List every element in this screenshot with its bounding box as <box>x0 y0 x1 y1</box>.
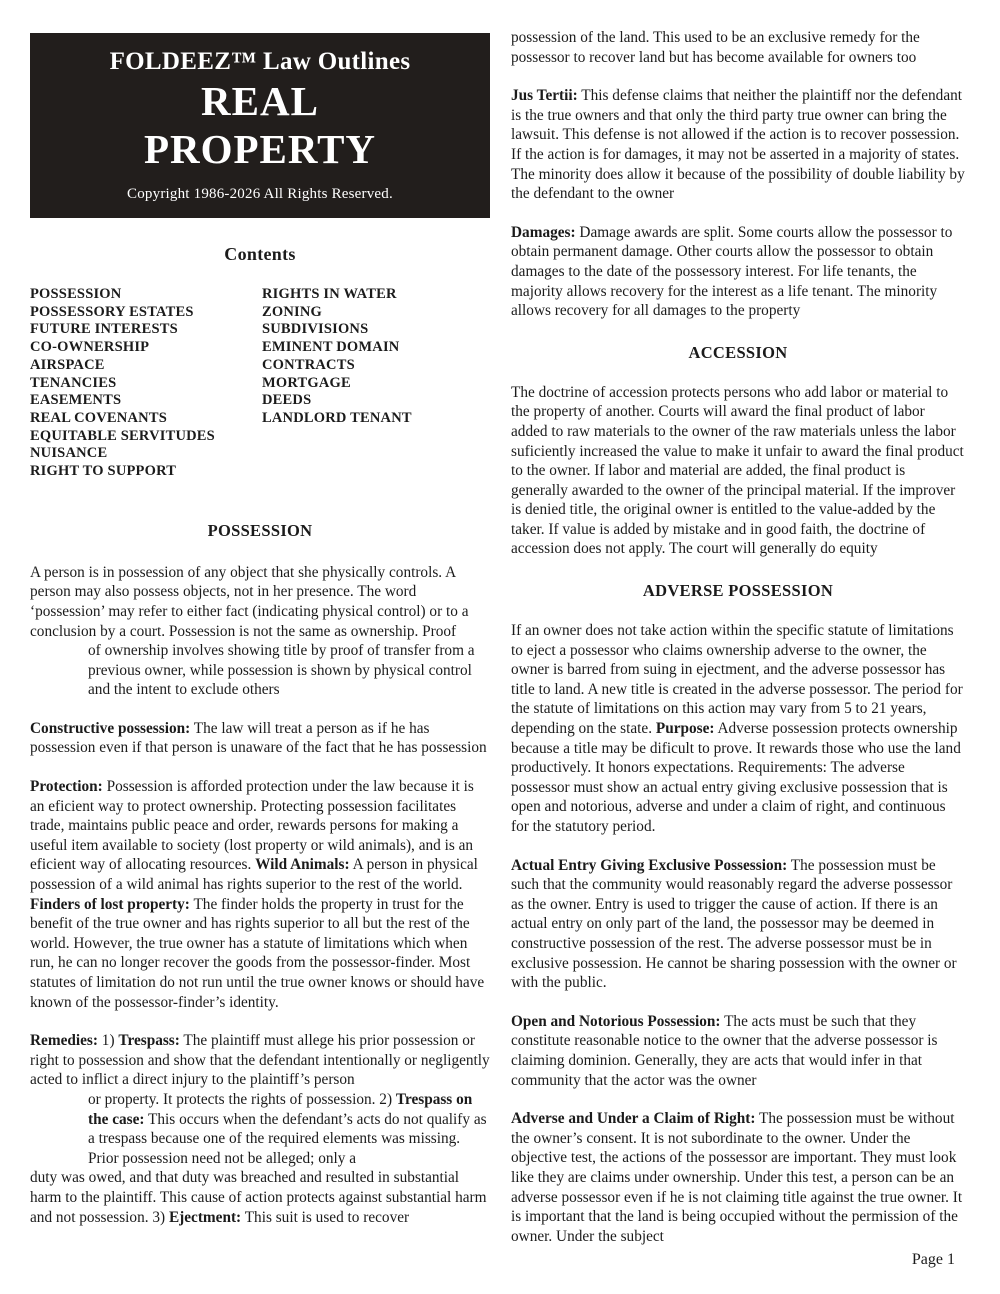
contents-item: RIGHTS IN WATER <box>262 286 397 302</box>
contents-item: EQUITABLE SERVITUDES <box>30 427 215 444</box>
contents-item: SUBDIVISIONS <box>262 321 369 338</box>
paragraph-segment: Damages: Damage awards are split. Some courts allow the possessor to obtain permanent damage. Other courts allow the possessor to obtain damages to the date of the possessory interest. For life tenants, the majority allows recovery for the interest as a life tenant. The minority allows recovery for all damages to the property <box>511 223 953 320</box>
paragraph-segment: Constructive possession: The law will treat a person as if he has possession even if that person is unaware of the fact that he has possession <box>30 719 487 757</box>
contents-item: CONTRACTS <box>262 356 355 373</box>
paragraph <box>511 1109 965 1246</box>
contents-item: REAL COVENANTS <box>30 409 167 426</box>
contents-heading: Contents <box>224 244 296 264</box>
paragraph-segment: If an owner does not take action within the specific statute of limitations to eject a possessor who claims ownership adverse to the owner, the owner is barred from suing in ejectment, and the adverse possessor has title to land. A new title is created in the adverse possessor. The period for the statute of limitations on this action may vary from 5 to 21 years, depending on the state. Purpose: Adverse possession protects ownership because a title may be dificult to prove. It rewards those who use the land productively. It honors expectations. Requirements: The adverse possessor must show an actual entry giving exclusive possession that is open and notorious, adverse and under a claim of right, and continuous for the statutory period. <box>511 622 963 835</box>
paragraph <box>30 777 490 1012</box>
contents-item: AIRSPACE <box>30 356 105 373</box>
paragraph <box>511 621 965 837</box>
paragraph <box>30 719 490 758</box>
contents-item: NUISANCE <box>30 445 108 462</box>
contents-item: MORTGAGE <box>262 374 351 391</box>
paragraph-segment-indented: of ownership involves showing title by proof of transfer from a previous owner, while possession is shown by physical control and the intent to exclude others <box>88 642 475 699</box>
paragraph-segment: Adverse and Under a Claim of Right: The possession must be without the owner’s consent. It is not subordinate to the owner. Under the objective test, the actions of the possessor are important. They must look like they are claims under ownership. Under this test, a person can be an adverse possessor even if he is not claiming title against the true owner. It is important that the land is being occupied without the permission of the owner. Under the subject <box>511 1110 963 1245</box>
title-banner <box>30 33 490 218</box>
paragraph-segment: Actual Entry Giving Exclusive Possession: The possession must be such that the community would reasonably regard the adverse possessor as the owner. Entry is used to trigger the cause of action. If there is an actual entry on only part of the land, the possessor may be deemed in constructive possession of the rest. The adverse possessor must be in exclusive possession. He cannot be sharing possession with the owner or with the public. <box>511 856 957 992</box>
doc-title-line1: REAL <box>201 78 319 124</box>
brand-title: FOLDEEZ™ Law Outlines <box>109 48 411 75</box>
right-column <box>511 27 965 1265</box>
paragraph-segment: The doctrine of accession protects persons who add labor or material to the property of another. Courts will award the final product of labor added to raw materials to the owner of the raw materials unless the labor suficiently increased the value to make it unfair to award the final product to the owner. If labor and material are added, the final product is generally awarded to the owner of the principal material. If the improver is denied title, the original owner is entitled to the value-added by the taker. If value is added by mistake and in good faith, the doctrine of accession does not apply. The court will generally do equity <box>511 383 964 558</box>
contents-column-2 <box>262 286 490 481</box>
contents-item: TENANCIES <box>30 374 117 391</box>
contents-item: EMINENT DOMAIN <box>262 339 400 356</box>
paragraph-segment: duty was owed, and that duty was breached and resulted in substantial harm to the plaintiff. This cause of action protects against substantial harm and not possession. 3) Ejectment: This suit is used to recover <box>30 1169 487 1226</box>
paragraph <box>511 223 965 321</box>
paragraph <box>511 1012 965 1090</box>
section-heading: POSSESSION <box>207 520 313 540</box>
contents-item: CO-OWNERSHIP <box>30 339 150 356</box>
paragraph <box>511 28 965 67</box>
contents-list <box>30 286 490 481</box>
paragraph <box>511 383 965 559</box>
copyright-notice: Copyright 1986-2026 All Rights Reserved. <box>127 186 393 202</box>
section-heading: ADVERSE POSSESSION <box>642 581 834 601</box>
paragraph <box>511 856 965 993</box>
contents-item: DEEDS <box>262 392 312 409</box>
paragraph-segment: Jus Tertii: This defense claims that neither the plaintiff nor the defendant is the true owners and that only the third party true owner can bring the lawsuit. This defense is not allowed if the action is to recover possession. If the action is for damages, it may not be asserted in a majority of states. The minority does allow it because of the possibility of double liability by the defendant to the owner <box>511 87 965 203</box>
contents-column-1 <box>30 286 262 481</box>
contents-item: RIGHT TO SUPPORT <box>30 463 177 480</box>
contents-item: POSSESSORY ESTATES <box>30 303 194 320</box>
contents-item: POSSESSION <box>30 286 122 302</box>
left-column <box>30 27 490 1265</box>
paragraph-segment: Open and Notorious Possession: The acts must be such that they constitute reasonable notice to the owner that the adverse possessor is claiming dominion. Generally, they are acts that would infer in that community that the actor was the owner <box>511 1012 938 1089</box>
right-column-text <box>511 28 965 1246</box>
paragraph <box>30 563 490 700</box>
paragraph <box>30 1031 490 1227</box>
paragraph-segment: possession of the land. This used to be an exclusive remedy for the possessor to recover land but has become available for owners too <box>511 29 920 66</box>
paragraph-segment: Protection: Possession is afforded protection under the law because it is an eficient way to protect ownership. Protecting possession facilitates trade, maintains public peace and order, rewards persons for making a useful item available to society (lost property or wild animals), and is an eficient way of allocating resources. Wild Animals: A person in physical possession of a wild animal has rights superior to the rest of the world. Finders of lost property: The finder holds the property in trust for the benefit of the true owner and has rights superior to all but the rest of the world. However, the true owner has a statute of limitations which when run, he can no longer recover the goods from the possessor-finder. Most statutes of limitation do not run until the true owner knows or should have known of the possessor-finder’s identity. <box>30 778 485 1011</box>
left-column-text <box>30 521 490 1227</box>
paragraph-segment: Remedies: 1) Trespass: The plaintiff must allege his prior possession or right to possession and show that the defendant intentionally or negligently acted to inflict a direct injury to the plaintiff’s person <box>30 1032 490 1089</box>
contents-item: EASEMENTS <box>30 392 122 409</box>
page-number: Page 1 <box>911 1251 955 1268</box>
paragraph-segment-indented: or property. It protects the rights of possession. 2) Trespass on the case: This occurs when the defendant’s acts do not qualify as a trespass because one of the required elements was missing. Prior possession need not be alleged; only a <box>88 1090 487 1167</box>
contents-item: FUTURE INTERESTS <box>30 321 178 338</box>
section-heading: ACCESSION <box>688 342 788 362</box>
contents-item: LANDLORD TENANT <box>262 409 412 426</box>
doc-title-line2: PROPERTY <box>143 126 377 172</box>
paragraph <box>511 86 965 204</box>
contents-item: ZONING <box>262 303 323 320</box>
paragraph-segment: A person is in possession of any object that she physically controls. A person may also possess objects, not in her presence. The word ‘possession’ may refer to either fact (indicating physical control) or to a conclusion by a court. Possession is not the same as ownership. Proof <box>30 563 469 640</box>
